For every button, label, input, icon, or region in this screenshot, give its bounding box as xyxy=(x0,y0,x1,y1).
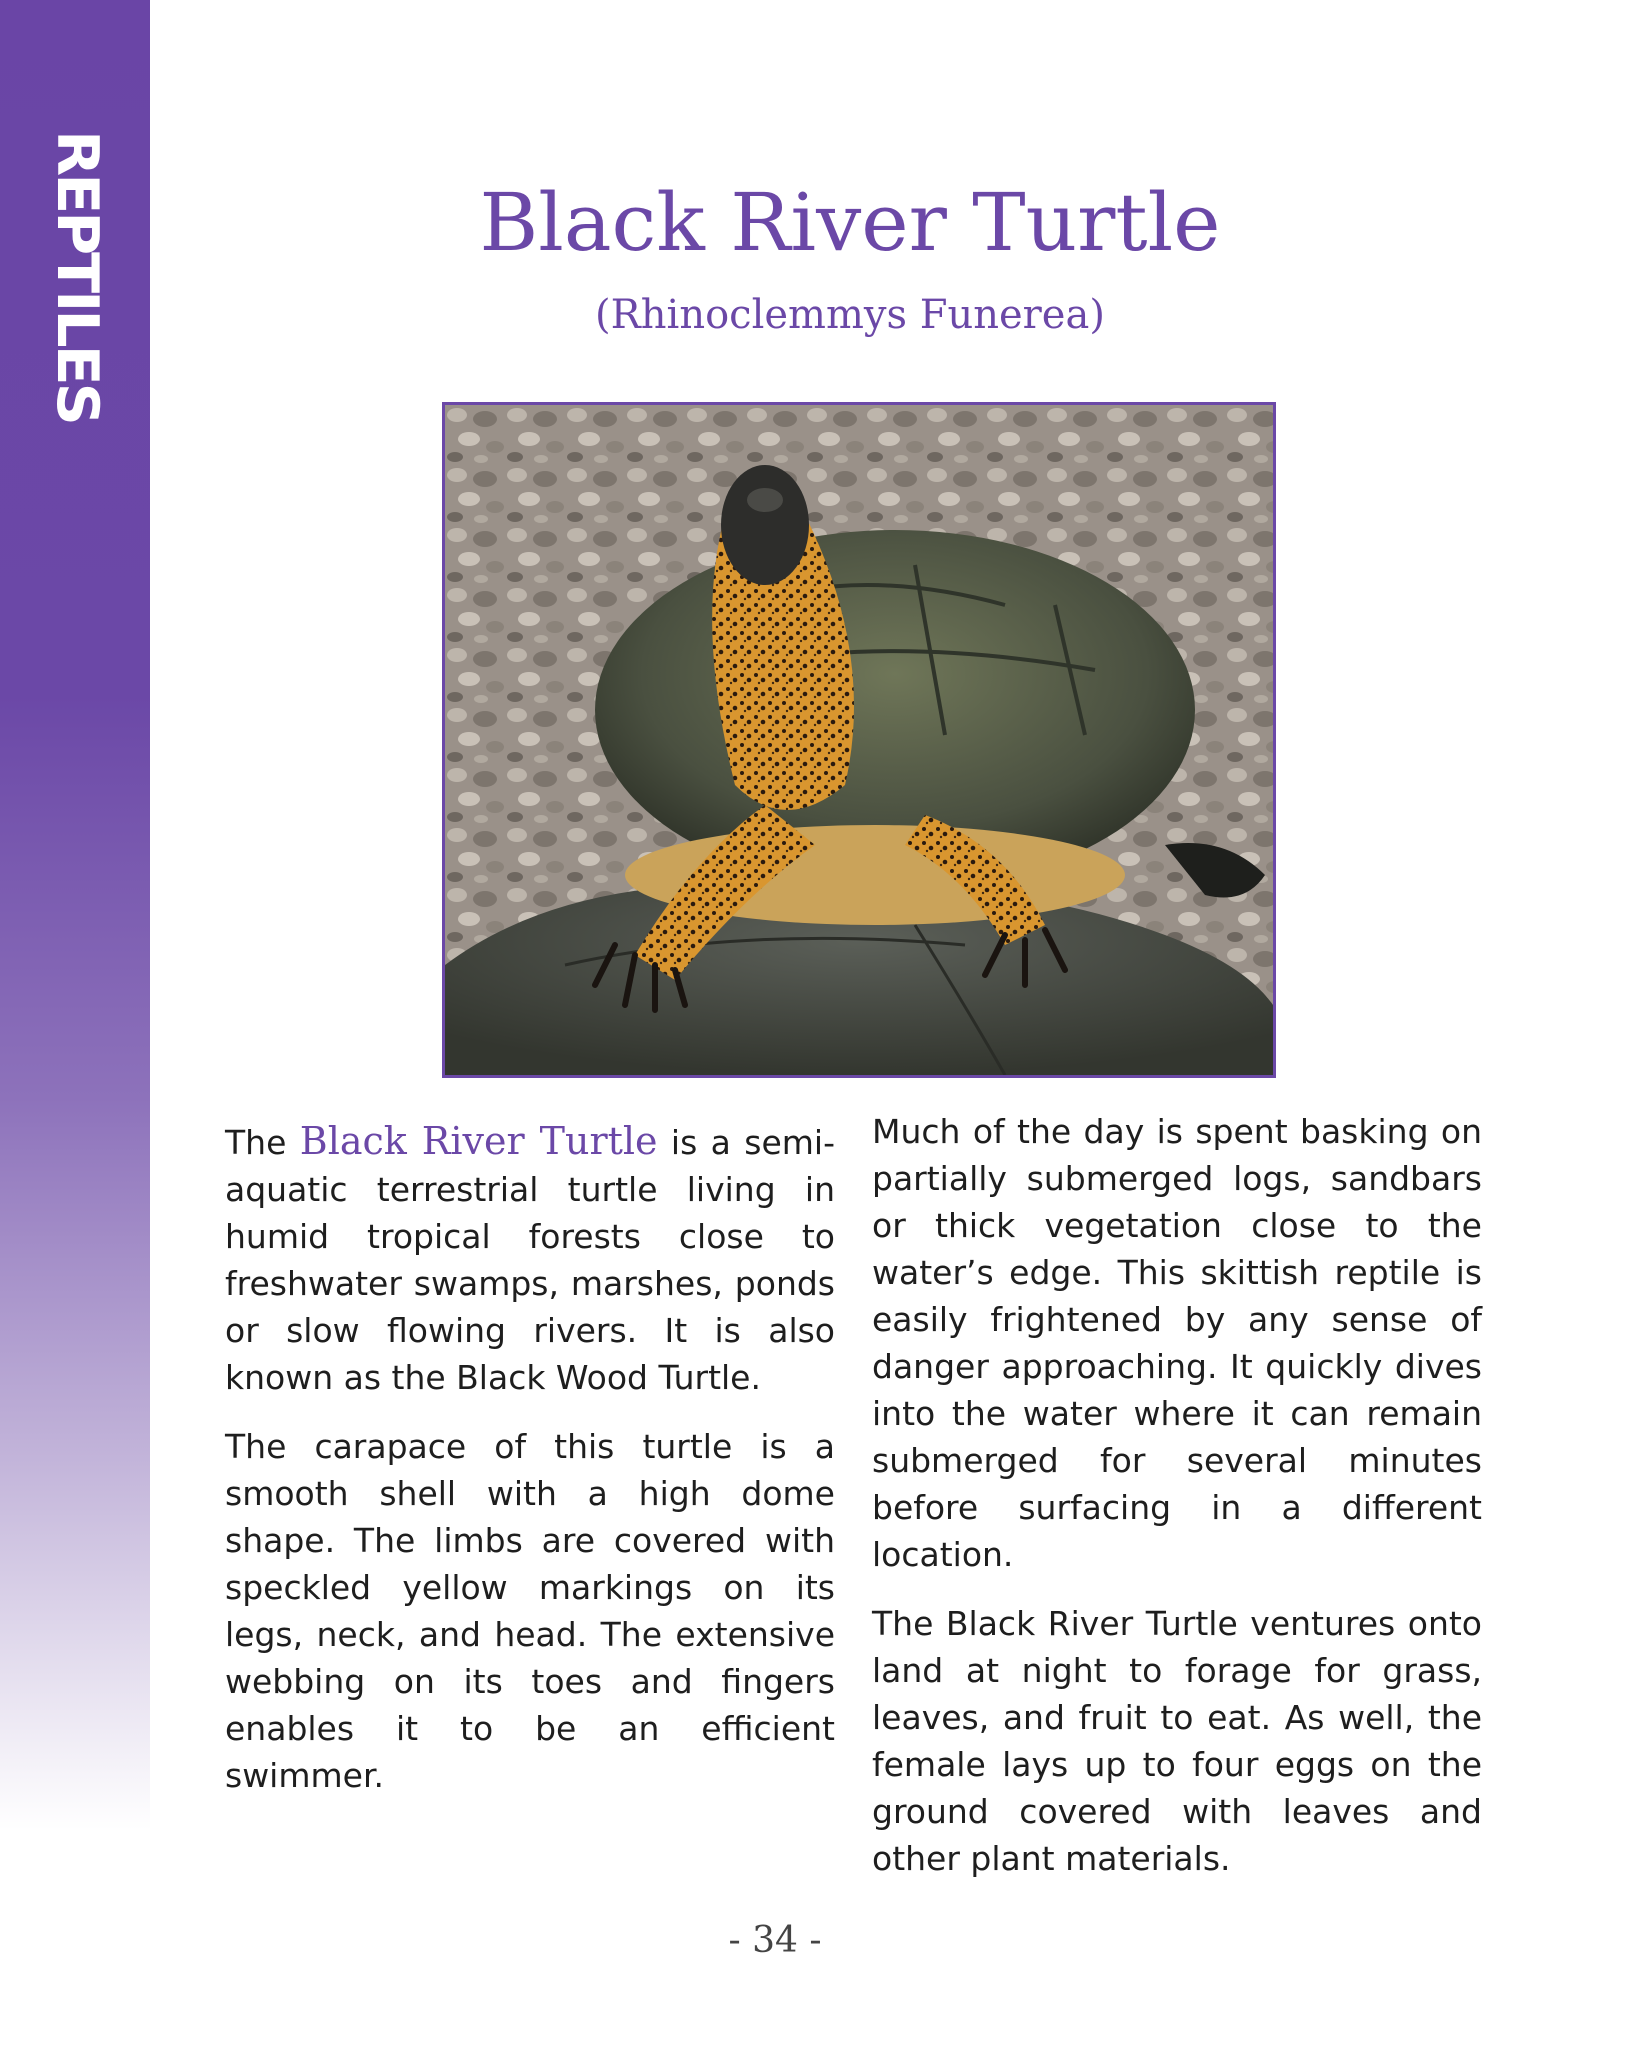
section-side-tab xyxy=(0,0,150,1830)
species-name-highlight: Black River Turtle xyxy=(299,1119,658,1163)
paragraph xyxy=(225,1118,835,1401)
text-column-left xyxy=(225,1118,835,1821)
page-title: Black River Turtle xyxy=(479,176,1221,269)
paragraph: The carapace of this turtle is a smooth shell with a high dome shape. The limbs are covered with speckled yellow markings on its legs, neck, and head. The extensive webbing on its toes and fingers enables it to be an efficient swimmer. xyxy=(225,1427,835,1795)
text-run: The xyxy=(225,1123,300,1162)
page-number: - 34 - xyxy=(728,1920,822,1961)
scientific-name: (Rhinoclemmys Funerea) xyxy=(595,292,1105,338)
section-label: REPTILES xyxy=(43,130,111,423)
turtle-photo-frame xyxy=(442,402,1276,1078)
text-column-right xyxy=(872,1108,1482,1904)
turtle-photo xyxy=(445,405,1273,1075)
text-run: is a semi-aquatic terrestrial turtle living in humid tropical forests close to freshwater swamps, marshes, ponds or slow flowing rivers. It is also known as the Black Wood Turtle. xyxy=(225,1123,835,1397)
paragraph: The Black River Turtle ventures onto land at night to forage for grass, leaves, and fruit to eat. As well, the female lays up to four eggs on the ground covered with leaves and other plant materials. xyxy=(872,1604,1482,1878)
paragraph: Much of the day is spent basking on partially submerged logs, sandbars or thick vegetation close to the water’s edge. This skittish reptile is easily frightened by any sense of danger approaching. It quickly dives into the water where it can remain submerged for several minutes before surfacing in a different location. xyxy=(872,1112,1482,1574)
